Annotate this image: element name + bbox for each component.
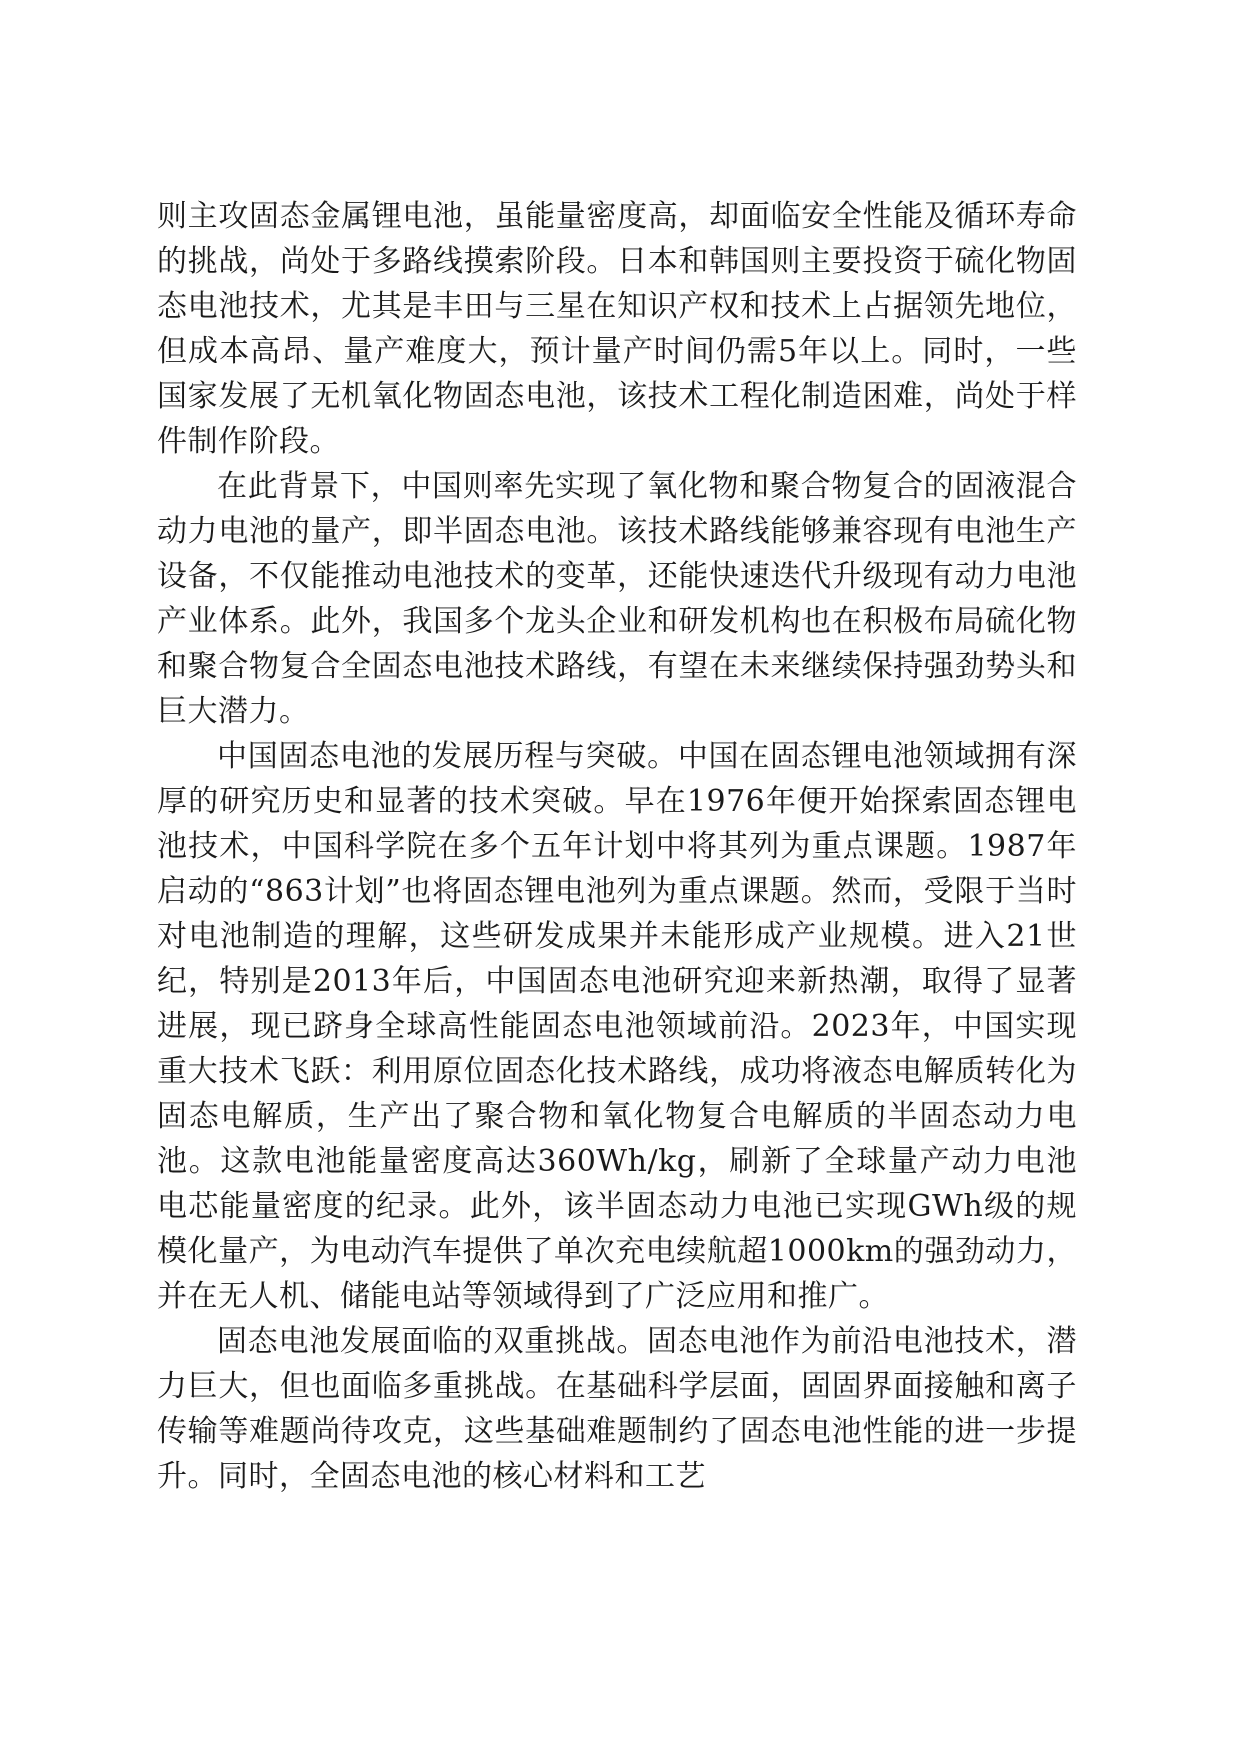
paragraph-3: 中国固态电池的发展历程与突破。中国在固态锂电池领域拥有深厚的研究历史和显著的技术突破。早在1976年便开始探索固态锂电池技术，中国科学院在多个五年计划中将其列为重点课题。1987年启动的“863计划”也将固态锂电池列为重点课题。然而，受限于当时对电池制造的理解，这些研发成果并未能形成产业规模。进入21世纪，特别是2013年后，中国固态电池研究迎来新热潮，取得了显著进展，现已跻身全球高性能固态电池领域前沿。2023年，中国实现重大技术飞跃：利用原位固态化技术路线，成功将液态电解质转化为固态电解质，生产出了聚合物和氧化物复合电解质的半固态动力电池。这款电池能量密度高达360Wh/kg，刷新了全球量产动力电池电芯能量密度的纪录。此外，该半固态动力电池已实现GWh级的规模化量产，为电动汽车提供了单次充电续航超1000km的强劲动力，并在无人机、储能电站等领域得到了广泛应用和推广。 <box>157 739 1077 1314</box>
paragraph-1: 则主攻固态金属锂电池，虽能量密度高，却面临安全性能及循环寿命的挑战，尚处于多路线摸索阶段。日本和韩国则主要投资于硫化物固态电池技术，尤其是丰田与三星在知识产权和技术上占据领先地位，但成本高昂、量产难度大，预计量产时间仍需5年以上。同时，一些国家发展了无机氧化物固态电池，该技术工程化制造困难，尚处于样件制作阶段。 <box>157 199 1077 459</box>
paragraph-4: 固态电池发展面临的双重挑战。固态电池作为前沿电池技术，潜力巨大，但也面临多重挑战。在基础科学层面，固固界面接触和离子传输等难题尚待攻克，这些基础难题制约了固态电池性能的进一步提升。同时，全固态电池的核心材料和工艺 <box>157 1324 1077 1494</box>
paragraph-2: 在此背景下，中国则率先实现了氧化物和聚合物复合的固液混合动力电池的量产，即半固态电池。该技术路线能够兼容现有电池生产设备，不仅能推动电池技术的变革，还能快速迭代升级现有动力电池产业体系。此外，我国多个龙头企业和研发机构也在积极布局硫化物和聚合物复合全固态电池技术路线，有望在未来继续保持强劲势头和巨大潜力。 <box>157 469 1077 729</box>
body-text <box>157 194 1077 1499</box>
